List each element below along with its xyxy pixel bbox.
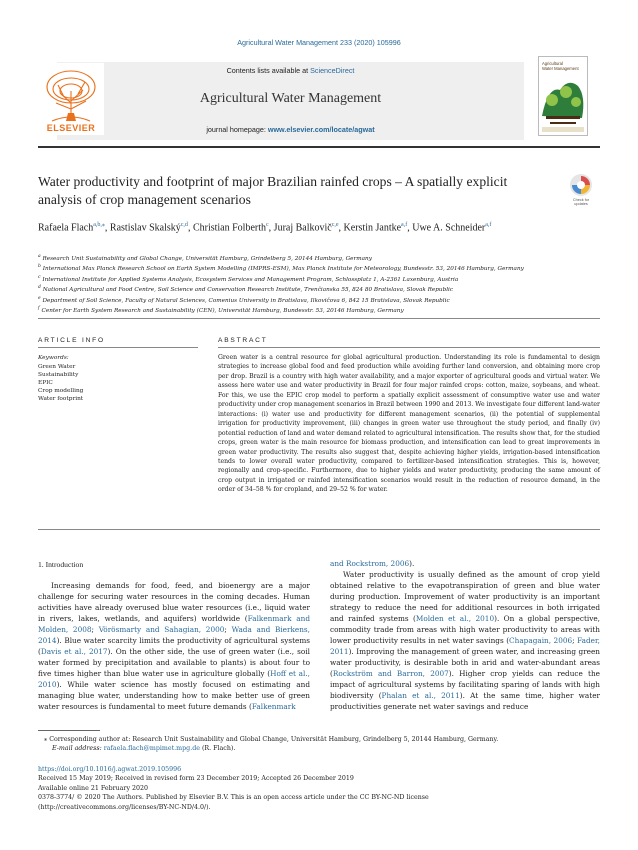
intro-text: ). Higher crop yields can reduce the impact of agricultural systems by facilitating sparing of lands with high biodiversity (	[330, 669, 600, 700]
citation-link[interactable]: Davis et al., 2017	[40, 647, 108, 656]
author-affiliation-mark[interactable]: a,b,⁎	[93, 222, 105, 228]
abstract-rule	[218, 347, 600, 348]
author-affiliation-mark[interactable]: c,e	[331, 222, 339, 228]
affiliation-key: a	[38, 254, 41, 259]
author-name: Rastislav Skalský	[109, 222, 181, 234]
abstract-bottom-rule	[38, 529, 600, 530]
affiliation-item	[38, 284, 600, 294]
contents-prefix: Contents lists available at	[226, 66, 311, 75]
intro-paragraph-left	[38, 580, 310, 712]
intro-text: ).	[409, 559, 415, 568]
affiliation-text: Center for Earth System Research and Sustainability (CEN), Universität Hamburg, Bundesstr. 53, 20146 Hamburg, Germany	[39, 308, 404, 315]
affiliation-item	[38, 305, 600, 315]
author-separator: ,	[268, 222, 274, 234]
affiliation-key: d	[38, 285, 41, 291]
citation-link[interactable]: Falkenmark	[251, 702, 296, 711]
author-affiliation-mark[interactable]: c	[266, 222, 269, 228]
abstract-text: Green water is a central resource for global agricultural production. Understanding its role is fundamental to design strategies to increase global food and feed production while avoiding further land conversion, and obtaining more crop per drop. Brazil is a country with high water availability, and a major exporter of agricultural goods and virtual water. We assess here water use and water productivity in Brazil for four major rainfed crops: cotton, maize, soybeans, and wheat. For this, we use the EPIC crop model to perform a spatially explicit assessment of consumptive water use and water productivity under crop management scenarios in Brazil between 1990 and 2013. We investigate four different land-water interactions: (i) water use and productivity for different management scenarios, (ii) the potential of supplemental irrigation for productivity improvement, (iii) changes in green water use throughout the study period, and finally (iv) potential reduction of land and water demand related to agricultural intensification. The results show that, for the studied crops, green water is the main resource for biomass production, and intensification can lead to great improvements in green water productivity. The results also suggest that, despite achieving higher yields, irrigation-based intensification tends to lower overall water productivity, compared to fertilizer-based intensification strategies. This is, however, regionally and crop-specific. Furthermore, due to higher yields and water productivity, producing the same amount of crop output in irrigated or rainfed intensification scenarios would result in the reduction of resource demand, in the order of 34–58 % for cropland, and 29–52 % for water.	[218, 354, 600, 494]
author-list	[38, 219, 600, 235]
elsevier-wordmark: ELSEVIER	[46, 123, 96, 133]
author-affiliation-mark[interactable]: a,f	[485, 222, 492, 228]
journal-cover-thumbnail[interactable]	[538, 56, 588, 136]
received-dates: Received 15 May 2019; Received in revised form 23 December 2019; Accepted 26 December 2019	[38, 775, 354, 783]
header-divider	[38, 146, 600, 148]
citation-link[interactable]: Wada and Bierkens, 2014	[38, 625, 310, 645]
affiliation-key: c	[38, 274, 41, 280]
author-separator: ,	[338, 222, 344, 234]
affiliation-divider	[38, 318, 600, 319]
check-for-updates-badge[interactable]	[568, 173, 594, 209]
author-name: Juraj Balkovič	[273, 222, 332, 234]
corresponding-author-footnote	[38, 735, 600, 753]
affiliation-list	[38, 253, 600, 316]
intro-text: ;	[91, 625, 99, 634]
article-info-heading: ARTICLE INFO	[38, 337, 105, 344]
email-link[interactable]: rafaela.flach@mpimet.mpg.de	[103, 745, 200, 752]
affiliation-key: f	[38, 306, 40, 312]
homepage-line	[57, 125, 524, 134]
intro-paragraph-water-productivity	[330, 569, 600, 712]
article-title: Water productivity and footprint of major Brazilian rainfed crops – A spatially explicit analysis of crop management scenarios	[38, 174, 508, 207]
keyword-item: Crop modelling	[38, 388, 84, 394]
corresponding-line	[38, 735, 600, 744]
license-url[interactable]: (http://creativecommons.org/licenses/BY-NC-ND/4.0/).	[38, 803, 211, 811]
citation-link[interactable]: Phalan et al., 2011	[381, 691, 460, 700]
journal-title: Agricultural Water Management	[199, 91, 382, 106]
contents-line	[57, 66, 524, 75]
intro-text: ;	[224, 625, 232, 634]
citation-link[interactable]: Rockström and Barron, 2007	[332, 669, 449, 678]
available-online: Available online 21 February 2020	[38, 784, 149, 792]
author-name: Uwe A. Schneider	[412, 222, 486, 234]
intro-column-right	[330, 558, 600, 712]
intro-text: ). While water science has mostly focused on estimating and managing blue water, understanding how to make better use of green water resources is fundamental to meet future demands (	[38, 680, 310, 711]
author-affiliation-mark[interactable]: c,d	[180, 222, 188, 228]
keyword-item: Water footprint	[38, 396, 84, 402]
author-affiliation-mark[interactable]: a,f	[401, 222, 408, 228]
license-text: 0378-3774/ © 2020 The Authors. Published by Elsevier B.V. This is an open access article under the CC BY-NC-ND license	[38, 794, 429, 802]
corresponding-text: Corresponding author at: Research Unit Sustainability and Global Change, Universität Hamburg, Grindelberg 5, 20144 Hamburg, Germany.	[49, 736, 499, 743]
author-name: Kerstin Jantke	[343, 222, 402, 234]
check-updates-line2: updates	[574, 202, 588, 207]
affiliation-text: National Agricultural and Food Centre, Soil Science and Conservation Research Institute, Trenčianska 55, 824 80 Bratislava, Slovak Republic	[40, 287, 454, 294]
citation-link[interactable]: Hoff et al., 2010	[38, 669, 310, 689]
intro-text: ). Blue water scarcity limits the productivity of agricultural systems (	[38, 636, 310, 656]
citation-link[interactable]: Fader, 2011	[330, 636, 601, 656]
check-updates-label	[573, 198, 590, 206]
affiliation-item	[38, 274, 600, 284]
author-name: Rafaela Flach	[38, 222, 94, 234]
cover-title-line2: Water Management	[542, 66, 579, 71]
email-label: E-mail address:	[52, 745, 104, 752]
homepage-link[interactable]: www.elsevier.com/locate/agwat	[267, 125, 375, 134]
author-separator: ,	[104, 222, 110, 234]
affiliation-text: Department of Soil Science, Faculty of Natural Sciences, Comenius University in Bratislava, Ilkovičova 6, 842 15 Bratislava, Slovak Republic	[40, 297, 450, 304]
homepage-prefix: journal homepage:	[206, 125, 268, 134]
keyword-item: EPIC	[38, 380, 53, 386]
section-heading-introduction: 1. Introduction	[38, 560, 84, 569]
intro-text: ). On a global perspective, commodity trade from areas with high water productivity to areas with lower productivity results in net water savings (	[330, 614, 600, 645]
affiliation-text: Research Unit Sustainability and Global Change, Universität Hamburg, Grindelberg 5, 20144 Hamburg, Germany	[40, 255, 372, 262]
citation-link[interactable]: Chapagain, 2006	[509, 636, 573, 645]
citation-link[interactable]: and Rockstrom, 2006	[330, 559, 410, 568]
asterisk-mark: ⁎	[44, 736, 48, 743]
intro-text: Water productivity is usually defined as the amount of crop yield obtained relative to the evapotranspiration of green and blue water during production. Improvement of water productivity is an important strategy to reduce the need for additional resources in both irrigated and rainfed systems (	[330, 570, 600, 623]
publication-info	[38, 765, 600, 812]
check-updates-line1: Check for	[572, 198, 590, 202]
keyword-item: Sustainability	[38, 372, 79, 378]
author-separator: ,	[407, 222, 413, 234]
affiliation-text: International Institute for Applied Systems Analysis, Ecosystem Services and Management Program, Schlossplatz 1, A-2361 Laxenburg, Austria	[40, 276, 459, 283]
citation-link[interactable]: Falkenmark and Molden, 2008	[38, 614, 311, 634]
intro-text: ). On the other side, the use of green water (i.e., soil water formed by precipitation and available to plants) is about four to five times higher than blue water use in agriculture globally (	[38, 647, 310, 678]
intro-text: ;	[572, 636, 578, 645]
footnote-rule	[38, 730, 100, 731]
intro-text: ). Improving the management of green water, and increasing green water productivity, is desirable both in arid and water-abundant areas (	[330, 647, 600, 678]
intro-continuation	[330, 558, 600, 569]
doi-link[interactable]: https://doi.org/10.1016/j.agwat.2019.105996	[38, 766, 182, 773]
author-separator: ,	[187, 222, 193, 234]
journal-reference[interactable]: Agricultural Water Management 233 (2020) 105996	[237, 38, 401, 47]
sciencedirect-link[interactable]: ScienceDirect	[310, 66, 355, 75]
affiliation-key: e	[38, 295, 41, 301]
keywords-label: Keywords:	[38, 355, 69, 361]
affiliation-key: b	[38, 264, 41, 270]
affiliation-item	[38, 263, 600, 273]
author-name: Christian Folberth	[192, 222, 266, 234]
cover-title-line1: Agricultural	[542, 61, 563, 66]
intro-text: Increasing demands for food, feed, and bioenergy are a major challenge for securing water resources in the coming decades. Human activities have already overused blue water resources (i.e., liquid water in rivers, lakes, wetlands, and aquifers) worldwide (	[38, 581, 310, 623]
affiliation-item	[38, 253, 600, 263]
keyword-list	[38, 363, 83, 403]
intro-text: ). At the same time, higher water productivities generate net water savings and reduce	[330, 691, 600, 711]
citation-link[interactable]: Molden et al., 2010	[415, 614, 495, 623]
keyword-item: Green Water	[38, 364, 76, 370]
email-line	[38, 744, 600, 753]
abstract-heading: ABSTRACT	[218, 337, 268, 344]
affiliation-item	[38, 295, 600, 305]
article-info-rule	[38, 347, 198, 348]
citation-link[interactable]: Vörösmarty and Sahagian, 2000	[98, 625, 225, 634]
email-suffix: (R. Flach).	[199, 745, 236, 752]
affiliation-text: International Max Planck Research School on Earth System Modelling (IMPRS-ESM), Max Planck Institute for Meteorology, Bundesstr. 53, 20146 Hamburg, Germany	[40, 266, 524, 273]
